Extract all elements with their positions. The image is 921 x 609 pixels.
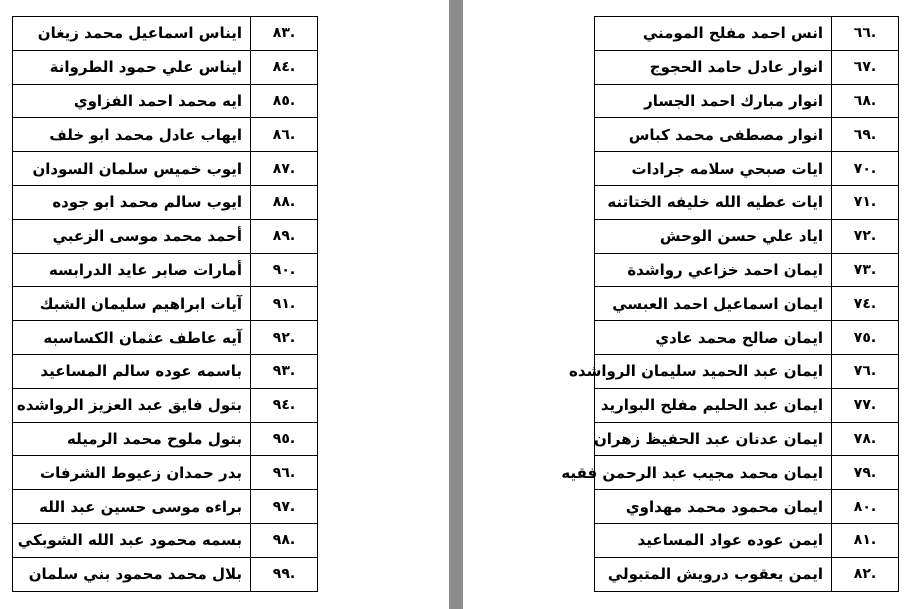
row-number: .٨٣	[251, 17, 318, 51]
table-row	[13, 152, 318, 186]
student-name: بتول ملوح محمد الرميله	[13, 422, 251, 456]
row-number: .٩٦	[251, 456, 318, 490]
row-number: .٩٩	[251, 557, 318, 591]
row-number: .٨٩	[251, 219, 318, 253]
table-row	[13, 557, 318, 591]
table-row	[13, 118, 318, 152]
table-row	[13, 50, 318, 84]
table-row	[595, 456, 899, 490]
table-row	[13, 490, 318, 524]
table-row	[595, 422, 899, 456]
student-name: ايهاب عادل محمد ابو خلف	[13, 118, 251, 152]
table-row	[595, 185, 899, 219]
table-row	[595, 523, 899, 557]
student-name: بتول فايق عبد العزيز الرواشده	[13, 388, 251, 422]
table-row	[595, 50, 899, 84]
table-row	[595, 219, 899, 253]
row-number: .٩٢	[251, 321, 318, 355]
table-row	[13, 253, 318, 287]
student-name: ايات صبحي سلامه جرادات	[595, 152, 832, 186]
row-number: .٨١	[832, 523, 899, 557]
row-number: .٨٥	[251, 84, 318, 118]
student-name: بدر حمدان زعيوط الشرفات	[13, 456, 251, 490]
row-number: .٩٥	[251, 422, 318, 456]
row-number: .٩٧	[251, 490, 318, 524]
table-row	[13, 185, 318, 219]
row-number: .٩٣	[251, 354, 318, 388]
row-number: .٦٩	[832, 118, 899, 152]
student-name: ايمان احمد خزاعي رواشدة	[595, 253, 832, 287]
row-number: .٨٠	[832, 490, 899, 524]
row-number: .٧٤	[832, 287, 899, 321]
row-number: .٦٨	[832, 84, 899, 118]
student-name: آيات ابراهيم سليمان الشبك	[13, 287, 251, 321]
student-name: ايوب سالم محمد ابو جوده	[13, 185, 251, 219]
row-number: .٨٧	[251, 152, 318, 186]
table-row	[595, 84, 899, 118]
row-number: .٩١	[251, 287, 318, 321]
row-number: .٨٤	[251, 50, 318, 84]
table-row	[595, 253, 899, 287]
student-name: ايمان محمود محمد مهداوي	[595, 490, 832, 524]
row-number: .٧٨	[832, 422, 899, 456]
table-row	[595, 287, 899, 321]
row-number: .٩٠	[251, 253, 318, 287]
student-name: ايمن يعقوب درويش المتبولي	[595, 557, 832, 591]
row-number: .٧٢	[832, 219, 899, 253]
student-name: ايمان صالح محمد عادي	[595, 321, 832, 355]
student-name: أمارات صابر عايد الدرابسه	[13, 253, 251, 287]
row-number: .٧٣	[832, 253, 899, 287]
table-row	[13, 219, 318, 253]
table-row	[595, 17, 899, 51]
student-name: ايمان عبد الحميد سليمان الرواشده	[595, 354, 832, 388]
row-number: .٦٧	[832, 50, 899, 84]
student-name: ايمن عوده عواد المساعيد	[595, 523, 832, 557]
row-number: .٧٥	[832, 321, 899, 355]
table-row	[595, 490, 899, 524]
table-row	[595, 118, 899, 152]
student-name: انوار مصطفى محمد كباس	[595, 118, 832, 152]
row-number: .٨٨	[251, 185, 318, 219]
student-name: بلال محمد محمود بني سلمان	[13, 557, 251, 591]
student-name: ايناس اسماعيل محمد زيغان	[13, 17, 251, 51]
student-name: ايه محمد احمد الفزاوي	[13, 84, 251, 118]
student-name: ايناس علي حمود الطروانة	[13, 50, 251, 84]
table-row	[595, 388, 899, 422]
table-row	[13, 84, 318, 118]
row-number: .٧٧	[832, 388, 899, 422]
table-row	[13, 456, 318, 490]
student-name: انوار مبارك احمد الجسار	[595, 84, 832, 118]
table-row	[595, 354, 899, 388]
row-number: .٨٦	[251, 118, 318, 152]
student-name: بسمه محمود عبد الله الشوبكي	[13, 523, 251, 557]
row-number: .٧٦	[832, 354, 899, 388]
student-name: ايمان اسماعيل احمد العبسي	[595, 287, 832, 321]
student-name: انوار عادل حامد الحجوج	[595, 50, 832, 84]
row-number: .٧٩	[832, 456, 899, 490]
student-name: ايات عطيه الله خليفه الختاتنه	[595, 185, 832, 219]
student-name: ايمان عبد الحليم مفلح البواريد	[595, 388, 832, 422]
student-name: ايمان محمد مجيب عبد الرحمن فقيه	[595, 456, 832, 490]
row-number: .٨٢	[832, 557, 899, 591]
student-name: أحمد محمد موسى الزعبي	[13, 219, 251, 253]
student-name: ايمان عدنان عبد الحفيظ زهران	[595, 422, 832, 456]
table-row	[13, 523, 318, 557]
row-number: .٦٦	[832, 17, 899, 51]
row-number: .٧١	[832, 185, 899, 219]
student-name: براءه موسى حسين عبد الله	[13, 490, 251, 524]
table-row	[13, 354, 318, 388]
table-row	[595, 557, 899, 591]
left-name-table	[12, 16, 318, 592]
table-row	[13, 17, 318, 51]
student-name: انس احمد مفلح المومني	[595, 17, 832, 51]
right-name-table	[561, 16, 899, 592]
table-row	[13, 422, 318, 456]
row-number: .٧٠	[832, 152, 899, 186]
row-number: .٩٨	[251, 523, 318, 557]
row-number: .٩٤	[251, 388, 318, 422]
page-gutter	[449, 0, 463, 609]
table-row	[13, 287, 318, 321]
student-name: آيه عاطف عثمان الكساسبه	[13, 321, 251, 355]
table-row	[13, 321, 318, 355]
table-row	[595, 321, 899, 355]
table-row	[595, 152, 899, 186]
student-name: ايوب خميس سلمان السودان	[13, 152, 251, 186]
student-name: باسمه عوده سالم المساعيد	[13, 354, 251, 388]
table-row	[13, 388, 318, 422]
student-name: اياد علي حسن الوحش	[595, 219, 832, 253]
